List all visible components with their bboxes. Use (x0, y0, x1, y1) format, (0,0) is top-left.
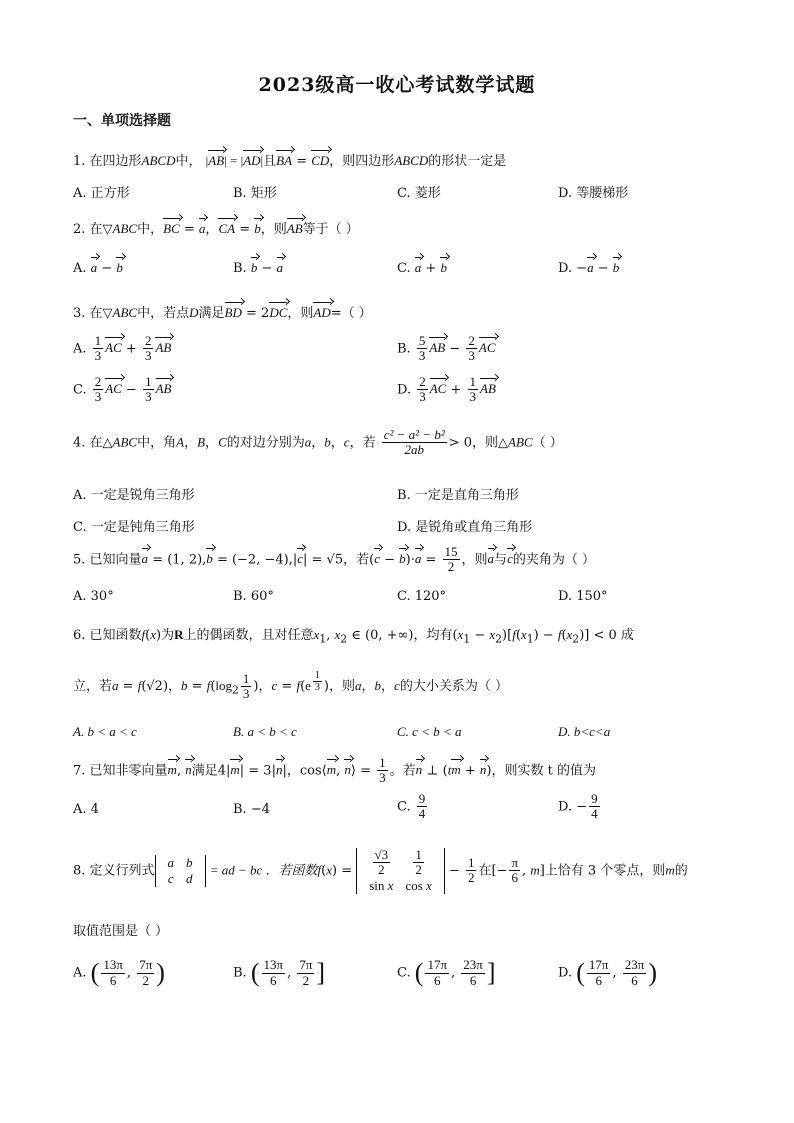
q8-option-b[interactable]: B. ( $\frac{13\pi}{6}$ , $\frac{7\pi}{2}$ ] (233, 957, 326, 988)
question-4: 4. 在△ABC中，角A，B，C的对边分别为a，b，c，若 $\frac{\text{c² − a² − b²}}{2ab}$ > 0，则△ABC（ ） (73, 427, 563, 458)
q5-option-d[interactable]: D. 150° (558, 589, 608, 604)
q7-option-b[interactable]: B. −4 (233, 802, 270, 817)
q1-option-d[interactable]: D. 等腰梯形 (558, 186, 629, 201)
q7-option-c[interactable]: C. $\frac{9}{4}$ (397, 791, 426, 822)
q1-option-c[interactable]: C. 菱形 (397, 186, 441, 201)
q3-option-c[interactable]: C. $\frac{2}{3}$ AC − $\frac{1}{3}$ AB (73, 374, 172, 405)
q7-option-a[interactable]: A. 4 (73, 802, 99, 817)
q4-option-c[interactable]: C. 一定是钝角三角形 (73, 520, 195, 535)
q3-option-d[interactable]: D. $\frac{2}{3}$ AC + $\frac{1}{3}$ AB (397, 374, 496, 405)
q1-option-a[interactable]: A. 正方形 (73, 186, 130, 201)
question-5: 5. 已知向量a = (1, 2),b = (−2, −4),|c| = √5，若(c − b)·a = $\frac{15}{2}$ ，则a与c的夹角为（ ） (73, 544, 595, 575)
q3-option-b[interactable]: B. $\frac{5}{3}$ AB − $\frac{2}{3}$ AC (397, 333, 496, 364)
question-6-line-1: 6. 已知函数f(x)为R上的偶函数，且对任意$x_1$, $x_2$ ∈ (0, +∞)，均有$(x_1 - x_2)[f(x_1) - f(x_2)] < 0$ 成 (73, 627, 634, 646)
question-1: 1. 在四边形ABCD中， |AB| = |AD|且BA = CD，则四边形ABCD的形状一定是 (73, 153, 507, 169)
question-7: 7. 已知非零向量m, n满足4|m| = 3|n|，cos⟨m, n⟩ = $\frac{1}{3}$ 。若n ⊥ (tm + n)，则实数 t 的值为 (73, 755, 596, 786)
question-2: 2. 在▽ABC中，BC = a，CA = b，则AB等于（ ） (73, 221, 359, 237)
q4-option-b[interactable]: B. 一定是直角三角形 (397, 488, 519, 503)
q8-option-d[interactable]: D. ( $\frac{17\pi}{6}$ , $\frac{23\pi}{6}$ ) (558, 957, 657, 988)
q2-option-a[interactable]: A. a − b (73, 260, 123, 276)
question-3: 3. 在▽ABC中，若点D满足BD = 2DC，则AD=（ ） (73, 305, 372, 321)
q2-option-b[interactable]: B. b − a (233, 260, 283, 276)
q6-option-d[interactable]: D. b<c<a (558, 724, 611, 739)
q6-option-b[interactable]: B. a < b < c (233, 724, 297, 739)
q6-option-c[interactable]: C. c < b < a (397, 724, 462, 739)
q2-option-c[interactable]: C. a + b (397, 260, 447, 276)
q5-option-c[interactable]: C. 120° (397, 589, 447, 604)
q4-option-d[interactable]: D. 是锐角或直角三角形 (397, 520, 533, 535)
q5-option-b[interactable]: B. 60° (233, 589, 274, 604)
section-heading: 一、单项选择题 (73, 113, 171, 129)
exam-title: 2023级高一收心考试数学试题 (258, 74, 536, 96)
q8-option-a[interactable]: A. ( $\frac{13\pi}{6}$ , $\frac{7\pi}{2}$ ) (73, 957, 165, 988)
question-6-line-2: 立，若a = f(√2)，$b = f(\log_2$ $\frac{1}{3}$ )，c = f(e $^{\frac{1}{3}}$ )，则a，b，c的大小关系为（ ） (73, 670, 508, 701)
q4-option-a[interactable]: A. 一定是锐角三角形 (73, 488, 195, 503)
q6-option-a[interactable]: A. b < a < c (73, 724, 137, 739)
q2-option-d[interactable]: D. −a − b (558, 260, 620, 276)
question-8-line-1: 8. 定义行列式 a b c d = ad − bc ．若函数f(x) = $\frac{√3}{2}$ $\frac{1}{2}$ sin x cos x − $\frac{1}{2}$ 在[− $\frac{\pi}{6}$ , m]上恰有 3 个零点，则m的 (73, 847, 688, 893)
q5-option-a[interactable]: A. 30° (73, 589, 114, 604)
q8-option-c[interactable]: C. ( $\frac{17\pi}{6}$ , $\frac{23\pi}{6}$ ] (397, 957, 496, 988)
q7-option-d[interactable]: D. − $\frac{9}{4}$ (558, 791, 598, 822)
q3-option-a[interactable]: A. $\frac{1}{3}$ AC + $\frac{2}{3}$ AB (73, 333, 172, 364)
q1-option-b[interactable]: B. 矩形 (233, 186, 277, 201)
question-8-line-2: 取值范围是（ ） (73, 924, 169, 939)
